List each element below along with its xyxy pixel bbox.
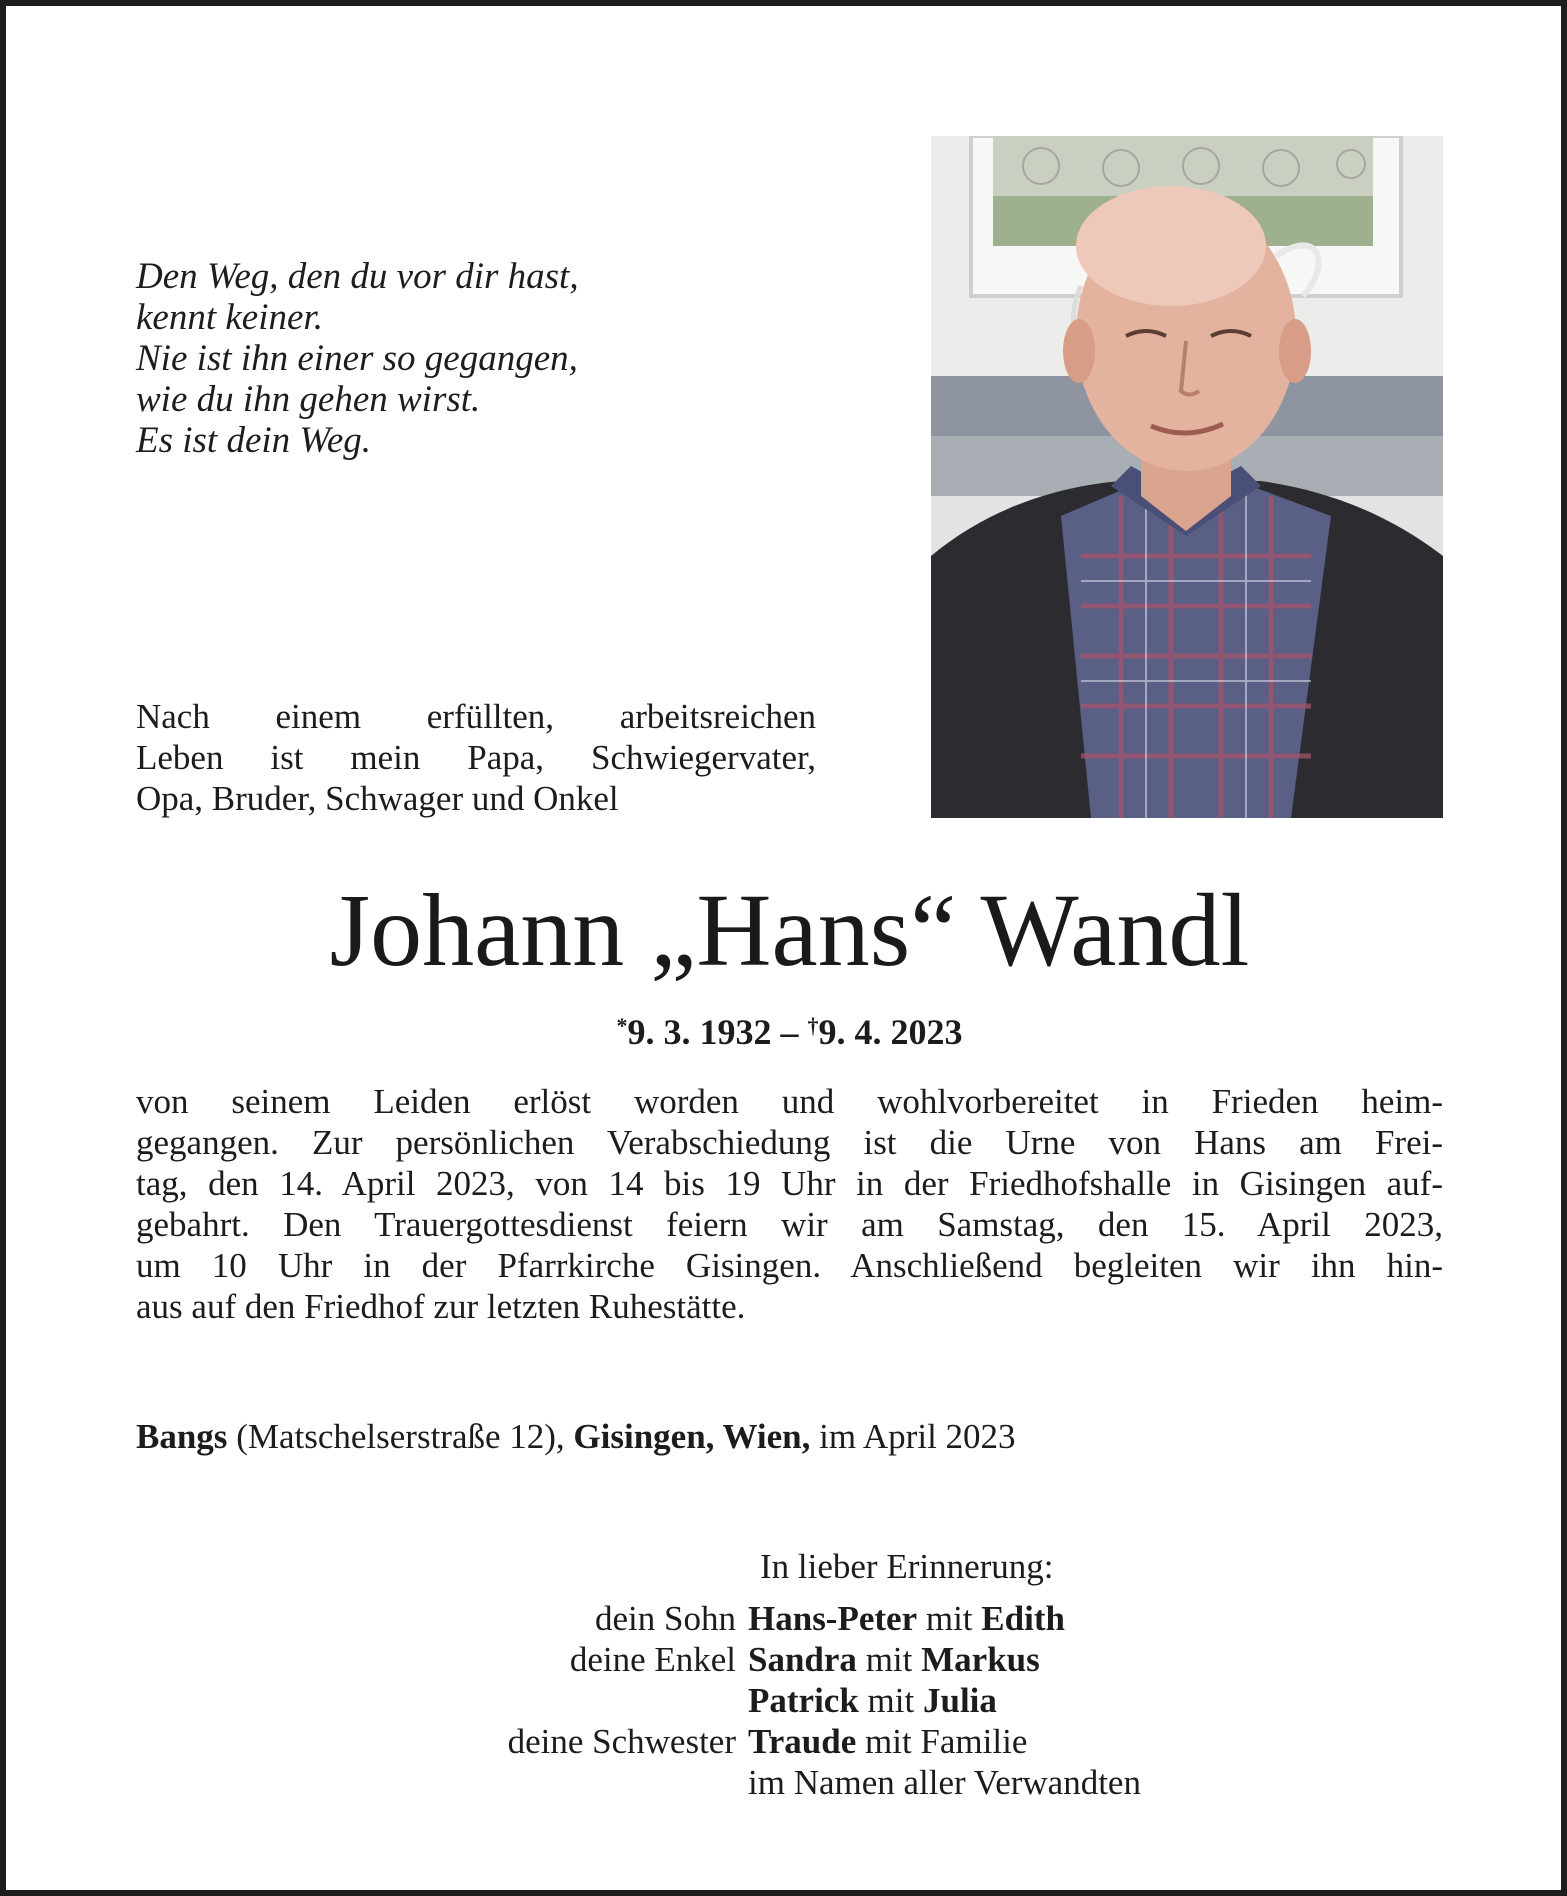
mourners-list [336,1598,1141,1803]
poem-line: wie du ihn gehen wirst. [136,379,481,420]
intro-line: Opa, Bruder, Schwager und Onkel [136,779,619,818]
poem [136,256,579,461]
mourner-names [748,1639,1040,1680]
mourner-name: Hans-Peter [748,1599,918,1638]
place-bangs: Bangs [136,1417,228,1456]
mourner-row [336,1639,1141,1680]
body-line: gegangen. Zur persönlichen Verabschiedung ist die Urne von Hans am Frei- [136,1123,1443,1162]
portrait-photo-icon [931,136,1443,818]
mourner-names [748,1721,1027,1762]
relation: deine Schwester [507,1722,736,1761]
joiner: mit [856,1640,922,1679]
mourner-name: Sandra [748,1640,857,1679]
body-line: gebahrt. Den Trauergottesdienst feiern wir am Samstag, den 15. April 2023, [136,1205,1443,1244]
poem-line: Es ist dein Weg. [136,420,372,461]
birth-date: 9. 3. 1932 [627,1012,772,1052]
joiner: mit [917,1599,982,1638]
address: (Matschelserstraße 12), [227,1417,574,1456]
relation: dein Sohn [595,1599,736,1638]
body-line: von seinem Leiden erlöst worden und wohlvorbereitet in Frieden heim- [136,1082,1443,1121]
portrait-photo [931,136,1443,818]
partner-name: Julia [922,1681,997,1720]
intro-text [136,696,816,819]
joiner: mit Familie [856,1722,1028,1761]
life-dates [6,1006,1567,1052]
date-separator: – [771,1012,808,1052]
mourner-row [336,1680,1141,1721]
deceased-name: Johann „Hans“ Wandl [329,873,1250,988]
mourner-name: Patrick [748,1681,859,1720]
body-line: tag, den 14. April 2023, von 14 bis 19 Uhr in der Friedhofshalle in Gisingen auf- [136,1164,1443,1203]
birth-symbol: * [616,1013,628,1038]
joiner: mit [858,1681,923,1720]
death-symbol: † [807,1013,819,1038]
poem-line: Nie ist ihn einer so gegangen, [136,338,578,379]
intro-line: Leben ist mein Papa, Schwiegervater, [136,738,816,777]
relation [336,1680,748,1721]
poem-line: Den Weg, den du vor dir hast, [136,256,579,297]
mourner-row [336,1762,1141,1803]
death-date: 9. 4. 2023 [818,1012,963,1052]
place-cities: Gisingen, Wien, [573,1417,811,1456]
partner-name: Markus [921,1640,1040,1679]
mourner-row [336,1598,1141,1639]
mourner-names [748,1598,1065,1639]
mourner-names [748,1680,997,1721]
closing-line: im Namen aller Verwandten [748,1763,1141,1802]
month-year: im April 2023 [810,1417,1016,1456]
body-line: aus auf den Friedhof zur letzten Ruhestätte. [136,1287,746,1326]
mourner-row [336,1721,1141,1762]
memory-heading: In lieber Erinnerung: [760,1547,1054,1586]
announcement-body [136,1081,1443,1327]
poem-line: kennt keiner. [136,297,323,338]
mourner-name: Traude [748,1722,857,1761]
body-line: um 10 Uhr in der Pfarrkirche Gisingen. Anschließend begleiten wir ihn hin- [136,1246,1443,1285]
partner-name: Edith [981,1599,1065,1638]
relation: deine Enkel [569,1640,736,1679]
place-date-line [136,1416,1016,1457]
relation-empty [336,1762,748,1803]
intro-line: Nach einem erfüllten, arbeitsreichen [136,697,816,736]
